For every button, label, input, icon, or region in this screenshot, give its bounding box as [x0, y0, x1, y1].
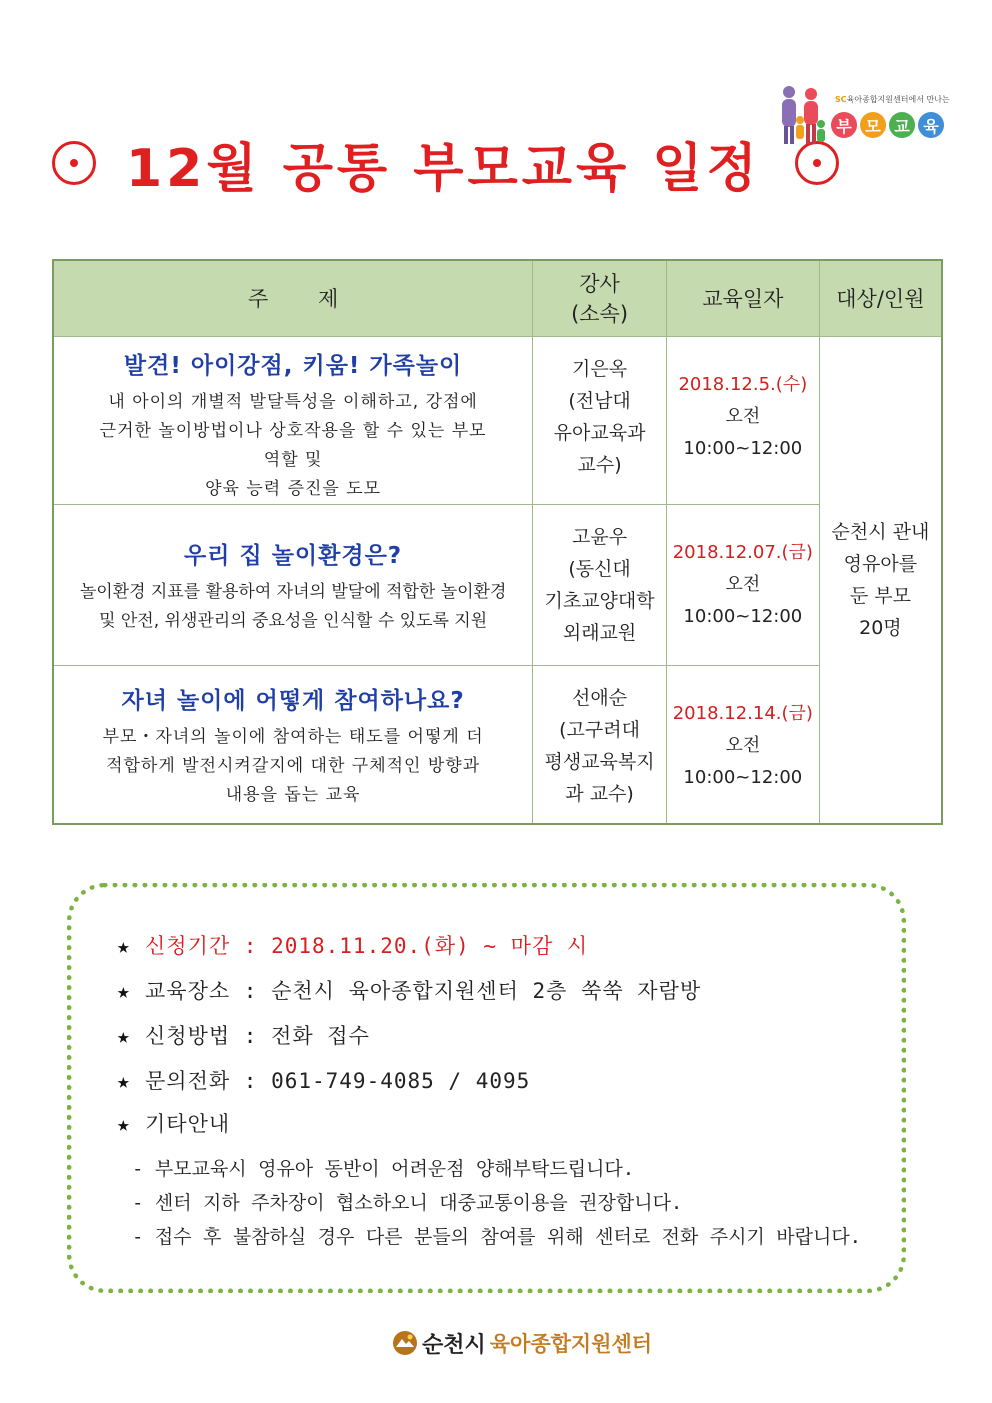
info-phone: ★ 문의전화 : 061-749-4085 / 4095: [117, 1069, 531, 1093]
parent-education-logo: [775, 84, 950, 148]
topic-description: 부모・자녀의 놀이에 참여하는 태도를 어떻게 더 적합하게 발전시켜갈지에 대한 구체적인 방향과 내용을 돕는 교육: [102, 726, 484, 805]
topic-description: 놀이환경 지표를 활용하여 자녀의 발달에 적합한 놀이환경 및 안전, 위생관리의 중요성을 인식할 수 있도록 지원: [79, 581, 507, 631]
circle-bullet-icon: [52, 141, 96, 185]
family-figures-icon: [775, 84, 827, 146]
star-icon: ★: [117, 1024, 131, 1048]
header-target: 대상/인원: [819, 260, 942, 336]
table-row: [53, 336, 942, 504]
star-icon: ★: [117, 1112, 131, 1136]
info-box: [67, 883, 906, 1293]
table-header-row: [53, 260, 942, 336]
logo-word: 부: [831, 112, 857, 138]
star-icon: ★: [117, 979, 131, 1003]
info-application-period: ★ 신청기간 : 2018.11.20.(화) ~ 마감 시: [117, 934, 589, 958]
footer-center-name: 육아종합지원센터: [489, 1332, 653, 1356]
title-row: [52, 118, 772, 208]
page-title: 12월 공통 부모교육 일정: [126, 138, 761, 199]
logo-word: 교: [889, 112, 915, 138]
target-cell: 순천시 관내 영유아를 둔 부모 20명: [819, 336, 942, 824]
topic-description: 내 아이의 개별적 발달특성을 이해하고, 강점에 근거한 놀이방법이나 상호작용을 할 수 있는 부모 역할 및 양육 능력 증진을 도모: [99, 391, 487, 499]
instructor-cell: 선애순 (고구려대 평생교육복지 과 교수): [533, 665, 667, 824]
star-icon: ★: [117, 1069, 131, 1093]
center-emblem-icon: [392, 1330, 418, 1356]
date-cell: 2018.12.14.(금) 오전 10:00~12:00: [666, 665, 819, 824]
logo-caption: SC육아종합지원센터에서 만나는: [835, 95, 950, 104]
logo-word: 모: [860, 112, 886, 138]
footer-city: 순천시: [422, 1332, 486, 1358]
logo-word: 육: [918, 112, 944, 138]
info-other: ★ 기타안내: [117, 1112, 231, 1136]
footer-logo: [392, 1323, 652, 1363]
topic-title: 자녀 놀이에 어떻게 참여하나요?: [121, 687, 465, 714]
info-method: ★ 신청방법 : 전화 접수: [117, 1024, 370, 1048]
schedule-table: [52, 259, 943, 825]
header-topic: 주 제: [53, 260, 533, 336]
note-line: - 센터 지하 주차장이 협소하오니 대중교통이용을 권장합니다.: [132, 1192, 683, 1214]
header-instructor: 강사 (소속): [533, 260, 667, 336]
topic-title: 발견! 아이강점, 키움! 가족놀이: [123, 352, 463, 379]
instructor-cell: 기은옥 (전남대 유아교육과 교수): [533, 336, 667, 504]
info-location: ★ 교육장소 : 순천시 육아종합지원센터 2층 쑥쑥 자람방: [117, 979, 702, 1003]
note-line: - 접수 후 불참하실 경우 다른 분들의 참여를 위해 센터로 전화 주시기 바랍니다.: [132, 1226, 862, 1248]
note-line: - 부모교육시 영유아 동반이 어려운점 양해부탁드립니다.: [132, 1158, 635, 1180]
header-date: 교육일자: [666, 260, 819, 336]
logo-words: [831, 112, 944, 138]
instructor-cell: 고윤우 (동신대 기초교양대학 외래교원: [533, 504, 667, 665]
topic-title: 우리 집 놀이환경은?: [184, 542, 403, 569]
table-row: [53, 504, 942, 665]
star-icon: ★: [117, 934, 131, 958]
date-cell: 2018.12.5.(수) 오전 10:00~12:00: [666, 336, 819, 504]
table-row: [53, 665, 942, 824]
date-cell: 2018.12.07.(금) 오전 10:00~12:00: [666, 504, 819, 665]
